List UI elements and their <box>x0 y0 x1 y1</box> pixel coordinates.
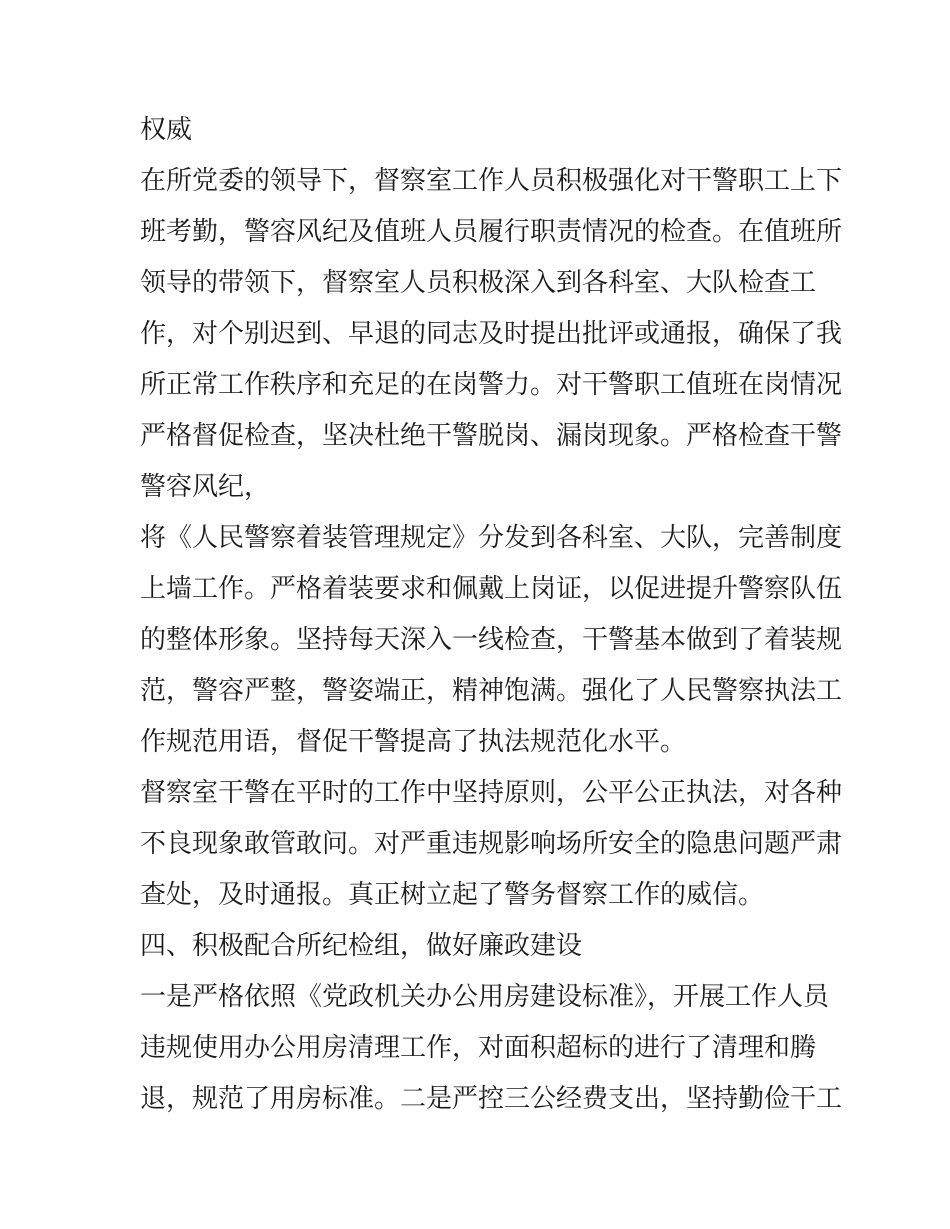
text-line: 警容风纪， <box>140 472 271 502</box>
text-line: 上墙工作。严格着装要求和佩戴上岗证，以促进提升警察队伍 <box>140 574 843 604</box>
text-line: 班考勤，警容风纪及值班人员履行职责情况的检查。在值班所 <box>140 217 843 247</box>
text-line: 作规范用语，督促干警提高了执法规范化水平。 <box>140 727 687 757</box>
text-line: 查处，及时通报。真正树立起了警务督察工作的威信。 <box>140 880 765 910</box>
text-line: 领导的带领下，督察室人员积极深入到各科室、大队检查工 <box>140 268 817 298</box>
text-line: 将《人民警察着装管理规定》分发到各科室、大队，完善制度 <box>140 523 843 553</box>
text-line: 范，警容严整，警姿端正，精神饱满。强化了人民警察执法工 <box>140 676 843 706</box>
text-line: 的整体形象。坚持每天深入一线检查，干警基本做到了着装规 <box>140 625 843 655</box>
document-body <box>140 105 843 1125</box>
text-line: 所正常工作秩序和充足的在岗警力。对干警职工值班在岗情况 <box>140 370 843 400</box>
text-line: 违规使用办公用房清理工作，对面积超标的进行了清理和腾 <box>140 1033 817 1063</box>
text-line: 权威 <box>140 115 193 145</box>
text-line: 退，规范了用房标准。二是严控三公经费支出，坚持勤俭干工 <box>140 1084 843 1114</box>
text-line: 一是严格依照《党政机关办公用房建设标准》，开展工作人员 <box>140 982 830 1012</box>
text-line: 督察室干警在平时的工作中坚持原则，公平公正执法，对各种 <box>140 778 843 808</box>
text-line: 在所党委的领导下，督察室工作人员积极强化对干警职工上下 <box>140 166 843 196</box>
text-line: 作，对个别迟到、早退的同志及时提出批评或通报，确保了我 <box>140 319 843 349</box>
text-line: 严格督促检查，坚决杜绝干警脱岗、漏岗现象。严格检查干警 <box>140 421 843 451</box>
text-line: 不良现象敢管敢问。对严重违规影响场所安全的隐患问题严肃 <box>140 829 843 859</box>
section-heading: 四、积极配合所纪检组，做好廉政建设 <box>140 931 583 961</box>
